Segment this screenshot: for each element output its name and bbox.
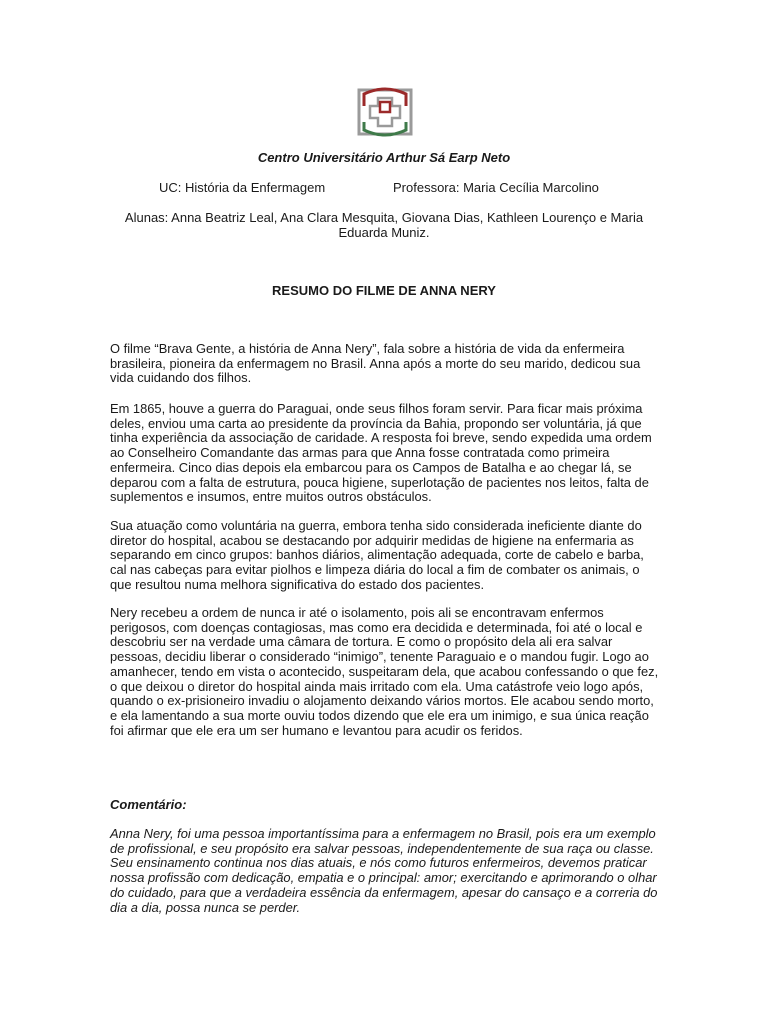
paragraph-2: Em 1865, houve a guerra do Paraguai, onde seus filhos foram servir. Para ficar mais próxima deles, enviou uma carta ao presidente da província da Bahia, propondo ser voluntária, já que tinha experiência da associação de caridade. A resposta foi breve, sendo expedida uma ordem ao Conselheiro Comandante das armas para que Anna fosse contratada como primeira enfermeira. Cinco dias depois ela embarcou para os Campos de Batalha e ao chegar lá, se deparou com a falta de estrutura, pouca higiene, superlotação de pacientes nos leitos, falta de suplementos e insumos, entre muitos outros obstáculos. [110,401,652,505]
university-crest-icon [356,84,414,140]
course-unit: UC: História da Enfermagem [159,180,326,195]
comment-heading: Comentário: [110,797,187,812]
institution-name: Centro Universitário Arthur Sá Earp Neto [257,150,511,165]
paragraph-4: Nery recebeu a ordem de nunca ir até o isolamento, pois ali se encontravam enfermos perigosos, com doenças contagiosas, mas como era decidida e determinada, foi até o local e descobriu ser na verdade uma câmara de tortura. E como o propósito dela ali era salvar pessoas, decidiu liberar o considerado “inimigo”, tenente Paraguaio e o mandou fugir. Logo ao amanhecer, tendo em vista o acontecido, suspeitaram dela, que acabou confessando o que fez, o que deixou o diretor do hospital ainda mais irritado com ela. Uma catástrofe veio logo após, quando o ex-prisioneiro invadiu o alojamento deixando vários mortos. Ele acabou sendo morto, e ela lamentando a sua morte ouviu todos dizendo que ele era um inimigo, e sua única reação foi afirmar que ele era um ser humano e levantou para acudir os feridos. [110,605,659,738]
paragraph-1: O filme “Brava Gente, a história de Anna Nery”, fala sobre a história de vida da enfermeira brasileira, pioneira da enfermagem no Brasil. Anna após a morte do seu marido, dedicou sua vida cuidando dos filhos. [110,341,641,386]
professor-name: Professora: Maria Cecília Marcolino [393,180,599,195]
comment-text: Anna Nery, foi uma pessoa importantíssima para a enfermagem no Brasil, pois era um exemplo de profissional, e seu propósito era salvar pessoas, independentemente de sua raça ou classe. Seu ensinamento continua nos dias atuais, e nós como futuros enfermeiros, devemos praticar nossa profissão com dedicação, empatia e o principal: amor; exercitando e aprimorando o olhar do cuidado, para que a verdadeira essência da enfermagem, apesar do cansaço e a correria do dia a dia, possa nunca se perder. [110,826,658,915]
paragraph-3: Sua atuação como voluntária na guerra, embora tenha sido considerada ineficiente diante do diretor do hospital, acabou se destacando por adquirir medidas de higiene na enfermaria as separando em cinco grupos: banhos diários, alimentação adequada, corte de cabelo e barba, cal nas cabeças para evitar piolhos e limpeza diária do local a fim de combater os animais, o que resultou numa melhora significativa do estado dos pacientes. [110,518,644,592]
document-title: RESUMO DO FILME DE ANNA NERY [272,283,496,298]
students-list: Alunas: Anna Beatriz Leal, Ana Clara Mesquita, Giovana Dias, Kathleen Lourenço e Maria Eduarda Muniz. [124,210,644,240]
